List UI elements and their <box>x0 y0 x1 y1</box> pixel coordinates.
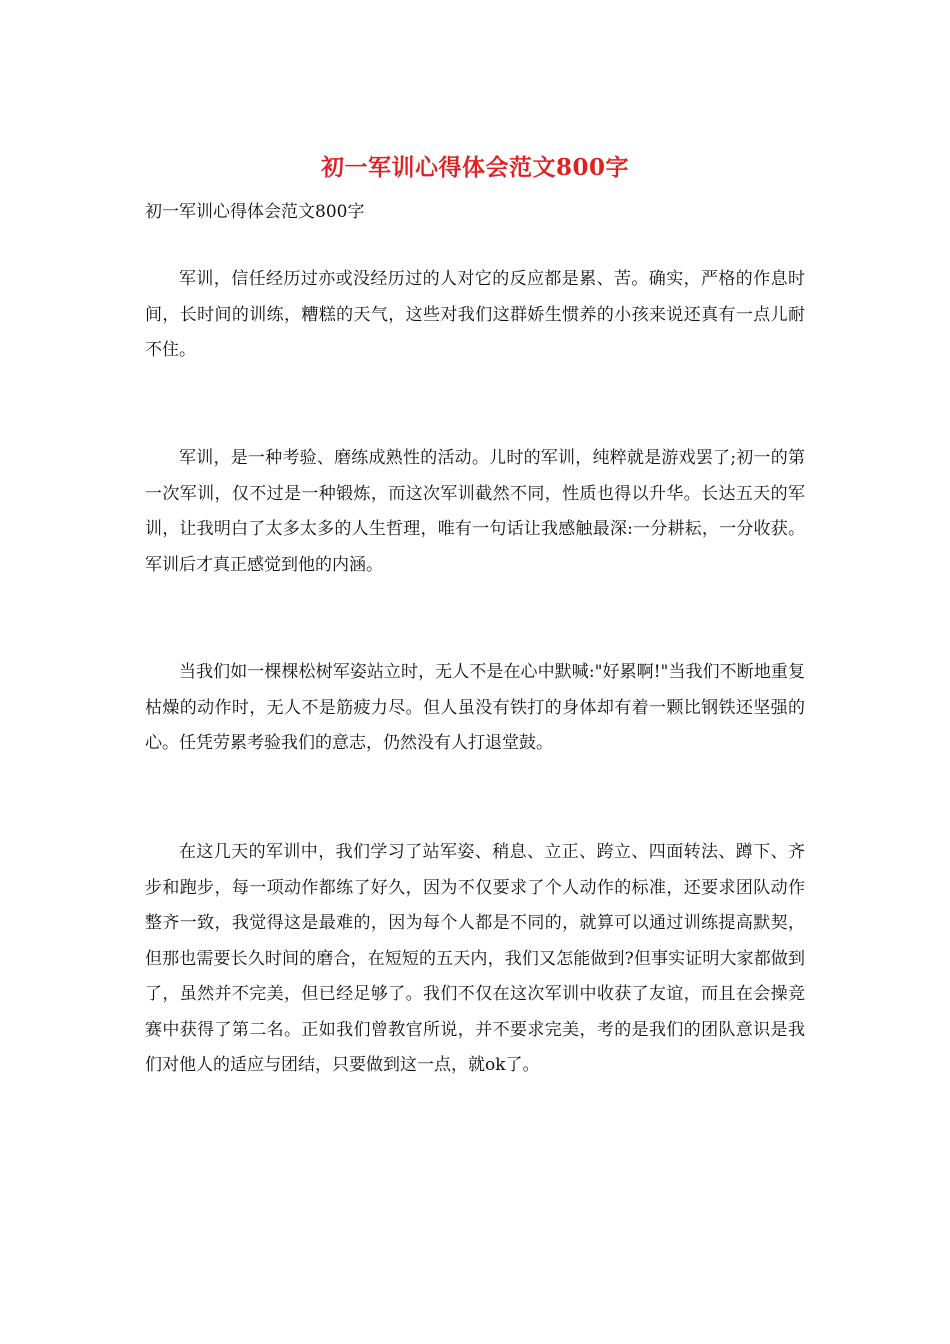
document-subtitle: 初一军训心得体会范文800字 <box>145 202 365 222</box>
paragraph-4: 在这几天的军训中，我们学习了站军姿、稍息、立正、跨立、四面转法、蹲下、齐步和跑步，每一项动作都练了好久，因为不仅要求了个人动作的标准，还要求团队动作整齐一致，我觉得这是最难的，因为每个人都是不同的，就算可以通过训练提高默契，但那也需要长久时间的磨合，在短短的五天内，我们又怎能做到?但事实证明大家都做到了，虽然并不完美，但已经足够了。我们不仅在这次军训中收获了友谊，而且在会操竞赛中获得了第二名。正如我们曾教官所说，并不要求完美，考的是我们的团队意识是我们对他人的适应与团结，只要做到这一点，就ok了。 <box>145 842 805 1075</box>
paragraph-1: 军训，信任经历过亦或没经历过的人对它的反应都是累、苦。确实，严格的作息时间，长时间的训练，糟糕的天气，这些对我们这群娇生惯养的小孩来说还真有一点儿耐不住。 <box>145 269 805 360</box>
paragraph-2: 军训，是一种考验、磨练成熟性的活动。儿时的军训，纯粹就是游戏罢了;初一的第一次军训，仅不过是一种锻炼，而这次军训截然不同，性质也得以升华。长达五天的军训，让我明白了太多太多的人生哲理，唯有一句话让我感触最深:一分耕耘，一分收获。军训后才真正感觉到他的内涵。 <box>145 448 805 575</box>
paragraph-3: 当我们如一棵棵松树军姿站立时，无人不是在心中默喊:"好累啊!"当我们不断地重复枯燥的动作时，无人不是筋疲力尽。但人虽没有铁打的身体却有着一颗比钢铁还坚强的心。任凭劳累考验我们的意志，仍然没有人打退堂鼓。 <box>145 662 805 753</box>
document-title: 初一军训心得体会范文800字 <box>320 154 629 181</box>
